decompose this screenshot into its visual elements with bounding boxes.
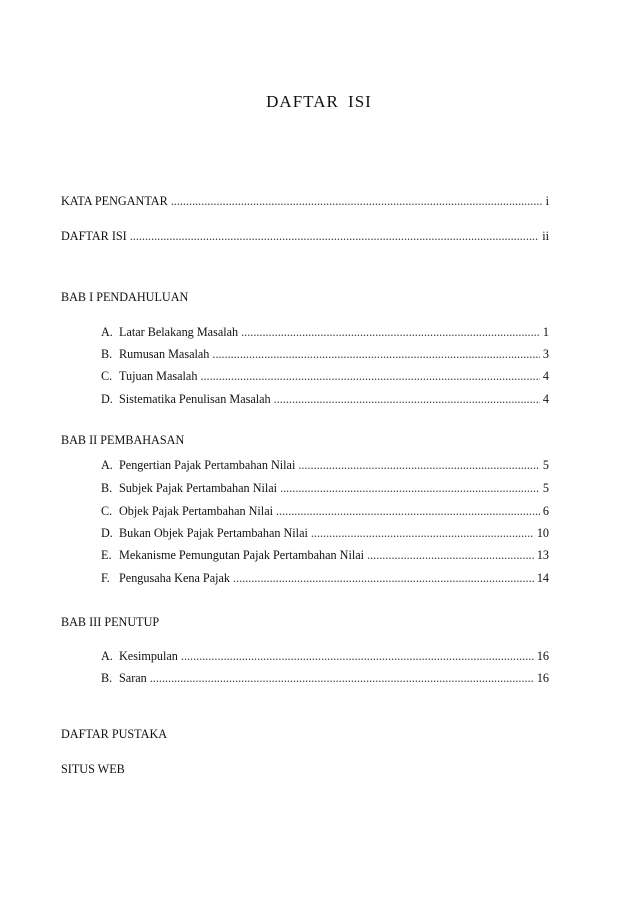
toc-entry-page: 10 (536, 526, 549, 540)
toc-entry[interactable] (101, 391, 549, 407)
toc-entry[interactable] (101, 346, 549, 362)
toc-entry-kata-pengantar[interactable] (61, 193, 549, 209)
toc-entry-letter: E. (101, 548, 112, 562)
dot-leader (212, 346, 540, 362)
toc-entry-label: Mekanisme Pemungutan Pajak Pertambahan Nilai (119, 548, 365, 562)
toc-entry-page: 5 (542, 481, 549, 495)
toc-entry-letter: A. (101, 649, 113, 663)
toc-entry-label: Sistematika Penulisan Masalah (119, 392, 271, 406)
toc-entry-page: 4 (542, 369, 549, 383)
toc-entry-label: KATA PENGANTAR (61, 194, 168, 208)
toc-entry[interactable] (101, 368, 549, 384)
toc-entry-page: 16 (536, 671, 549, 685)
toc-entry[interactable] (101, 648, 549, 664)
dot-leader (298, 457, 540, 473)
toc-entry-situs-web[interactable]: SITUS WEB (61, 762, 125, 776)
toc-entry-label: Saran (119, 671, 147, 685)
toc-entry-page: 4 (542, 392, 549, 406)
toc-entry-label: Tujuan Masalah (119, 369, 198, 383)
dot-leader (181, 648, 534, 664)
toc-entry-page: ii (542, 229, 549, 243)
toc-entry[interactable] (101, 480, 549, 496)
toc-entry-letter: C. (101, 369, 113, 383)
dot-leader (311, 525, 534, 541)
toc-entry-label: Pengusaha Kena Pajak (119, 571, 231, 585)
dot-leader (171, 193, 543, 209)
toc-entry-letter: C. (101, 504, 113, 518)
toc-entry-page: 16 (536, 649, 549, 663)
toc-entry-page: 13 (536, 548, 549, 562)
toc-entry-page: 6 (542, 504, 549, 518)
toc-entry-label: Latar Belakang Masalah (119, 325, 239, 339)
toc-entry-label: Subjek Pajak Pertambahan Nilai (119, 481, 278, 495)
dot-leader (274, 391, 540, 407)
toc-entry[interactable] (101, 457, 549, 473)
dot-leader (241, 324, 540, 340)
toc-entry[interactable] (101, 525, 549, 541)
toc-entry-letter: B. (101, 671, 113, 685)
toc-entry[interactable] (101, 570, 549, 586)
toc-entry-label: DAFTAR ISI (61, 229, 127, 243)
dot-leader (130, 228, 539, 244)
toc-entry-daftar-isi[interactable] (61, 228, 549, 244)
chapter-heading-bab-2[interactable]: BAB II PEMBAHASAN (61, 433, 185, 447)
toc-entry-letter: D. (101, 392, 113, 406)
dot-leader (367, 547, 534, 563)
dot-leader (276, 503, 540, 519)
toc-entry-letter: D. (101, 526, 113, 540)
toc-entry[interactable] (101, 324, 549, 340)
dot-leader (200, 368, 539, 384)
toc-entry[interactable] (101, 547, 549, 563)
toc-entry-page: 14 (536, 571, 549, 585)
chapter-heading-bab-3[interactable]: BAB III PENUTUP (61, 615, 160, 629)
toc-entry-page: 1 (542, 325, 549, 339)
page-title: DAFTAR ISI (266, 92, 372, 111)
toc-entry[interactable] (101, 670, 549, 686)
toc-entry-page: 3 (542, 347, 549, 361)
toc-entry-page: i (545, 194, 549, 208)
toc-entry-letter: A. (101, 458, 113, 472)
toc-entry-label: Bukan Objek Pajak Pertambahan Nilai (119, 526, 308, 540)
dot-leader (150, 670, 534, 686)
toc-entry-label: Pengertian Pajak Pertambahan Nilai (119, 458, 296, 472)
chapter-heading-bab-1[interactable]: BAB I PENDAHULUAN (61, 290, 189, 304)
toc-entry-letter: B. (101, 347, 113, 361)
toc-entry-daftar-pustaka[interactable]: DAFTAR PUSTAKA (61, 727, 168, 741)
toc-entry-letter: F. (101, 571, 110, 585)
toc-entry-label: Objek Pajak Pertambahan Nilai (119, 504, 273, 518)
dot-leader (233, 570, 534, 586)
toc-entry-letter: B. (101, 481, 113, 495)
toc-entry[interactable] (101, 503, 549, 519)
toc-entry-label: Kesimpulan (119, 649, 178, 663)
dot-leader (280, 480, 540, 496)
toc-entry-label: Rumusan Masalah (119, 347, 210, 361)
toc-entry-page: 5 (542, 458, 549, 472)
toc-entry-letter: A. (101, 325, 113, 339)
